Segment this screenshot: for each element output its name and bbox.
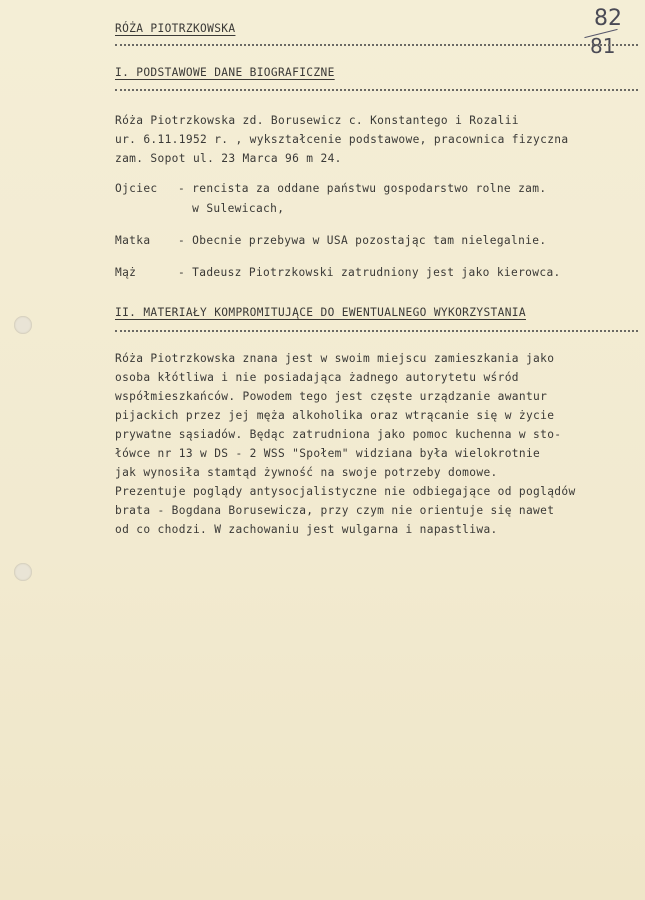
paragraph-line: łówce nr 13 w DS - 2 WSS "Społem" widziana była wielokrotnie bbox=[115, 447, 541, 460]
punch-hole-top bbox=[14, 316, 32, 334]
paragraph-line: prywatne sąsiadów. Będąc zatrudniona jako pomoc kuchenna w sto- bbox=[115, 428, 562, 441]
family-text-husband: - Tadeusz Piotrzkowski zatrudniony jest jako kierowca. bbox=[178, 266, 561, 279]
divider-section2 bbox=[115, 330, 638, 332]
bio-line: Róża Piotrzkowska zd. Borusewicz c. Konstantego i Rozalii bbox=[115, 114, 519, 127]
divider-top bbox=[115, 44, 638, 46]
family-label-mother: Matka bbox=[115, 234, 151, 247]
paragraph-line: Prezentuje poglądy antysocjalistyczne nie odbiegające od poglądów bbox=[115, 485, 576, 498]
family-label-husband: Mąż bbox=[115, 266, 137, 279]
punch-hole-bottom bbox=[14, 563, 32, 581]
page-number-top: 82 bbox=[594, 6, 622, 31]
bio-line: ur. 6.11.1952 r. , wykształcenie podstawowe, pracownica fizyczna bbox=[115, 133, 569, 146]
paragraph-line: brata - Bogdana Borusewicza, przy czym nie orientuje się nawet bbox=[115, 504, 555, 517]
name-heading: RÓŻA PIOTRZKOWSKA bbox=[115, 22, 236, 35]
paragraph-line: od co chodzi. W zachowaniu jest wulgarna i napastliwa. bbox=[115, 523, 498, 536]
page-number-bottom: 81 bbox=[590, 34, 616, 58]
family-text-father: w Sulewicach, bbox=[178, 202, 285, 215]
paragraph-line: pijackich przez jej męża alkoholika oraz wtrącanie się w życie bbox=[115, 409, 555, 422]
section1-title: I. PODSTAWOWE DANE BIOGRAFICZNE bbox=[115, 66, 335, 79]
paragraph-line: jak wynosiła stamtąd żywność na swoje potrzeby domowe. bbox=[115, 466, 498, 479]
family-text-mother: - Obecnie przebywa w USA pozostając tam nielegalnie. bbox=[178, 234, 547, 247]
family-text-father: - rencista za oddane państwu gospodarstwo rolne zam. bbox=[178, 182, 547, 195]
bio-line: zam. Sopot ul. 23 Marca 96 m 24. bbox=[115, 152, 342, 165]
paragraph-line: osoba kłótliwa i nie posiadająca żadnego autorytetu wśród bbox=[115, 371, 519, 384]
family-label-father: Ojciec bbox=[115, 182, 158, 195]
paragraph-line: współmieszkańców. Powodem tego jest częste urządzanie awantur bbox=[115, 390, 548, 403]
divider-section1 bbox=[115, 89, 638, 91]
paragraph-line: Róża Piotrzkowska znana jest w swoim miejscu zamieszkania jako bbox=[115, 352, 555, 365]
section2-title: II. MATERIAŁY KOMPROMITUJĄCE DO EWENTUALNEGO WYKORZYSTANIA bbox=[115, 306, 526, 319]
